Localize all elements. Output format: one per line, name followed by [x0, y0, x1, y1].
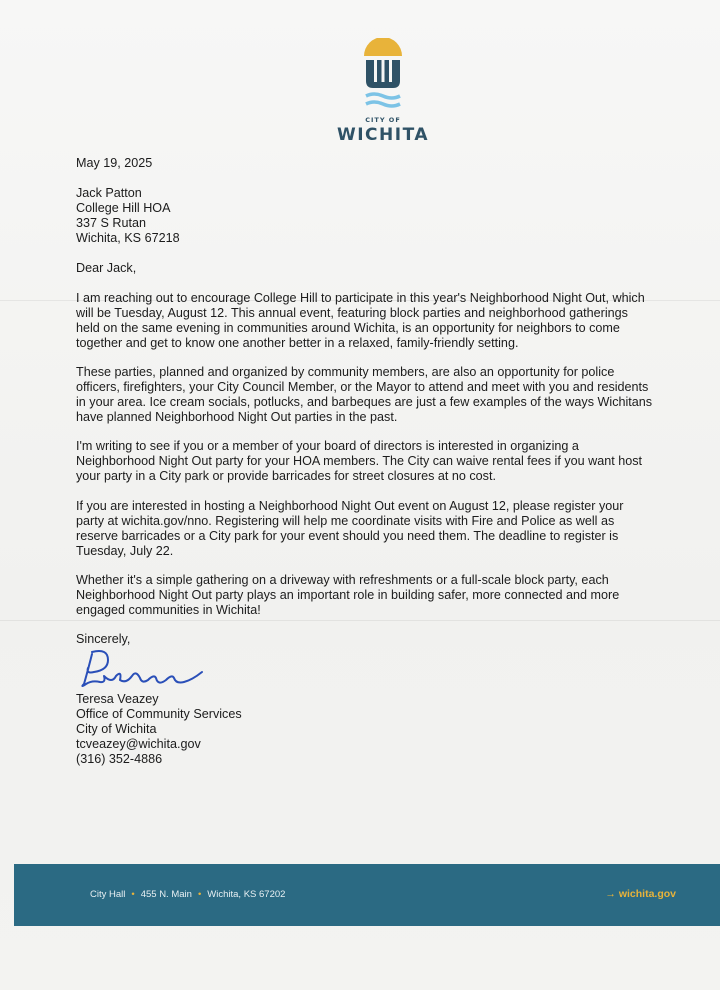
paragraph-line: Tuesday, July 22.	[76, 544, 174, 558]
letterhead-footer	[14, 864, 720, 926]
footer-address-part: Wichita, KS 67202	[207, 889, 286, 900]
paragraph-1	[76, 291, 645, 351]
sender-email: tcveazey@wichita.gov	[76, 737, 201, 751]
paragraph-line: These parties, planned and organized by community members, are also an opportunity for police	[76, 365, 615, 379]
paragraph-line: your party in a City park or provide barricades for street closures at no cost.	[76, 469, 496, 483]
footer-address	[90, 889, 285, 900]
sender-phone: (316) 352-4886	[76, 752, 163, 766]
paragraph-line: held on the same evening in communities around Wichita, is an opportunity for neighbors to come	[76, 321, 620, 335]
footer-website-link[interactable]: → wichita.gov	[605, 888, 676, 900]
paragraph-line: will be Tuesday, August 12. This annual event, featuring block parties and neighborhood gatherings	[76, 306, 628, 320]
footer-address-part: City Hall	[90, 889, 126, 900]
sender-block	[76, 692, 242, 767]
signature-image	[78, 646, 208, 692]
closing: Sincerely,	[76, 632, 131, 646]
paragraph-line: engaged communities in Wichita!	[76, 603, 261, 617]
footer-separator: •	[131, 889, 135, 900]
paragraph-line: together and get to know one another better in a relaxed, family-friendly setting.	[76, 336, 519, 350]
letter-date: May 19, 2025	[76, 156, 153, 170]
recipient-line: College Hill HOA	[76, 201, 171, 215]
handwritten-signature	[78, 646, 208, 697]
sender-organization: City of Wichita	[76, 722, 157, 736]
footer-separator: •	[197, 889, 202, 900]
paragraph-line: I am reaching out to encourage College Hill to participate in this year's Neighborhood Night Out, which	[76, 291, 645, 305]
paragraph-line: I'm writing to see if you or a member of your board of directors is interested in organizing a	[76, 439, 579, 453]
paragraph-line: have planned Neighborhood Night Out parties in the past.	[76, 410, 398, 424]
footer-address-part: 455 N. Main	[140, 889, 192, 900]
paragraph-2	[76, 365, 652, 425]
paragraph-line: Neighborhood Night Out party for your HOA members. The City can waive rental fees if you want host	[76, 454, 643, 468]
paragraph-5	[76, 573, 619, 618]
paragraph-line: party at wichita.gov/nno. Registering will help me coordinate visits with Fire and Police as well as	[76, 514, 615, 528]
paragraph-line: Whether it's a simple gathering on a driveway with refreshments or a full-scale block party, each	[76, 573, 609, 587]
sender-office: Office of Community Services	[76, 707, 242, 721]
sender-name: Teresa Veazey	[76, 692, 159, 706]
paragraph-line: in your area. Ice cream socials, potlucks, and barbeques are just a few examples of the ways Wichitans	[76, 395, 653, 409]
recipient-address	[76, 186, 180, 246]
recipient-line: 337 S Rutan	[76, 216, 147, 230]
paragraph-line: If you are interested in hosting a Neighborhood Night Out event on August 12, please register your	[76, 499, 624, 513]
paragraph-line: Neighborhood Night Out party plays an important role in building safer, more connected and more	[76, 588, 620, 602]
recipient-line: Wichita, KS 67218	[76, 231, 180, 245]
paragraph-3	[76, 439, 642, 484]
logo-wichita: WICHITA	[336, 125, 430, 145]
wichita-emblem-icon	[328, 38, 438, 118]
city-of-wichita-logo	[328, 38, 438, 150]
paragraph-line: reserve barricades or a City park for your event should you need them. The deadline to register is	[76, 529, 619, 543]
paper-fold	[0, 620, 720, 621]
paragraph-line: officers, firefighters, your City Council Member, or the Mayor to attend and meet with you and residents	[76, 380, 649, 394]
paragraph-4	[76, 499, 623, 559]
salutation: Dear Jack,	[76, 261, 137, 275]
logo-city-of: CITY OF	[365, 116, 401, 124]
recipient-line: Jack Patton	[76, 186, 142, 200]
